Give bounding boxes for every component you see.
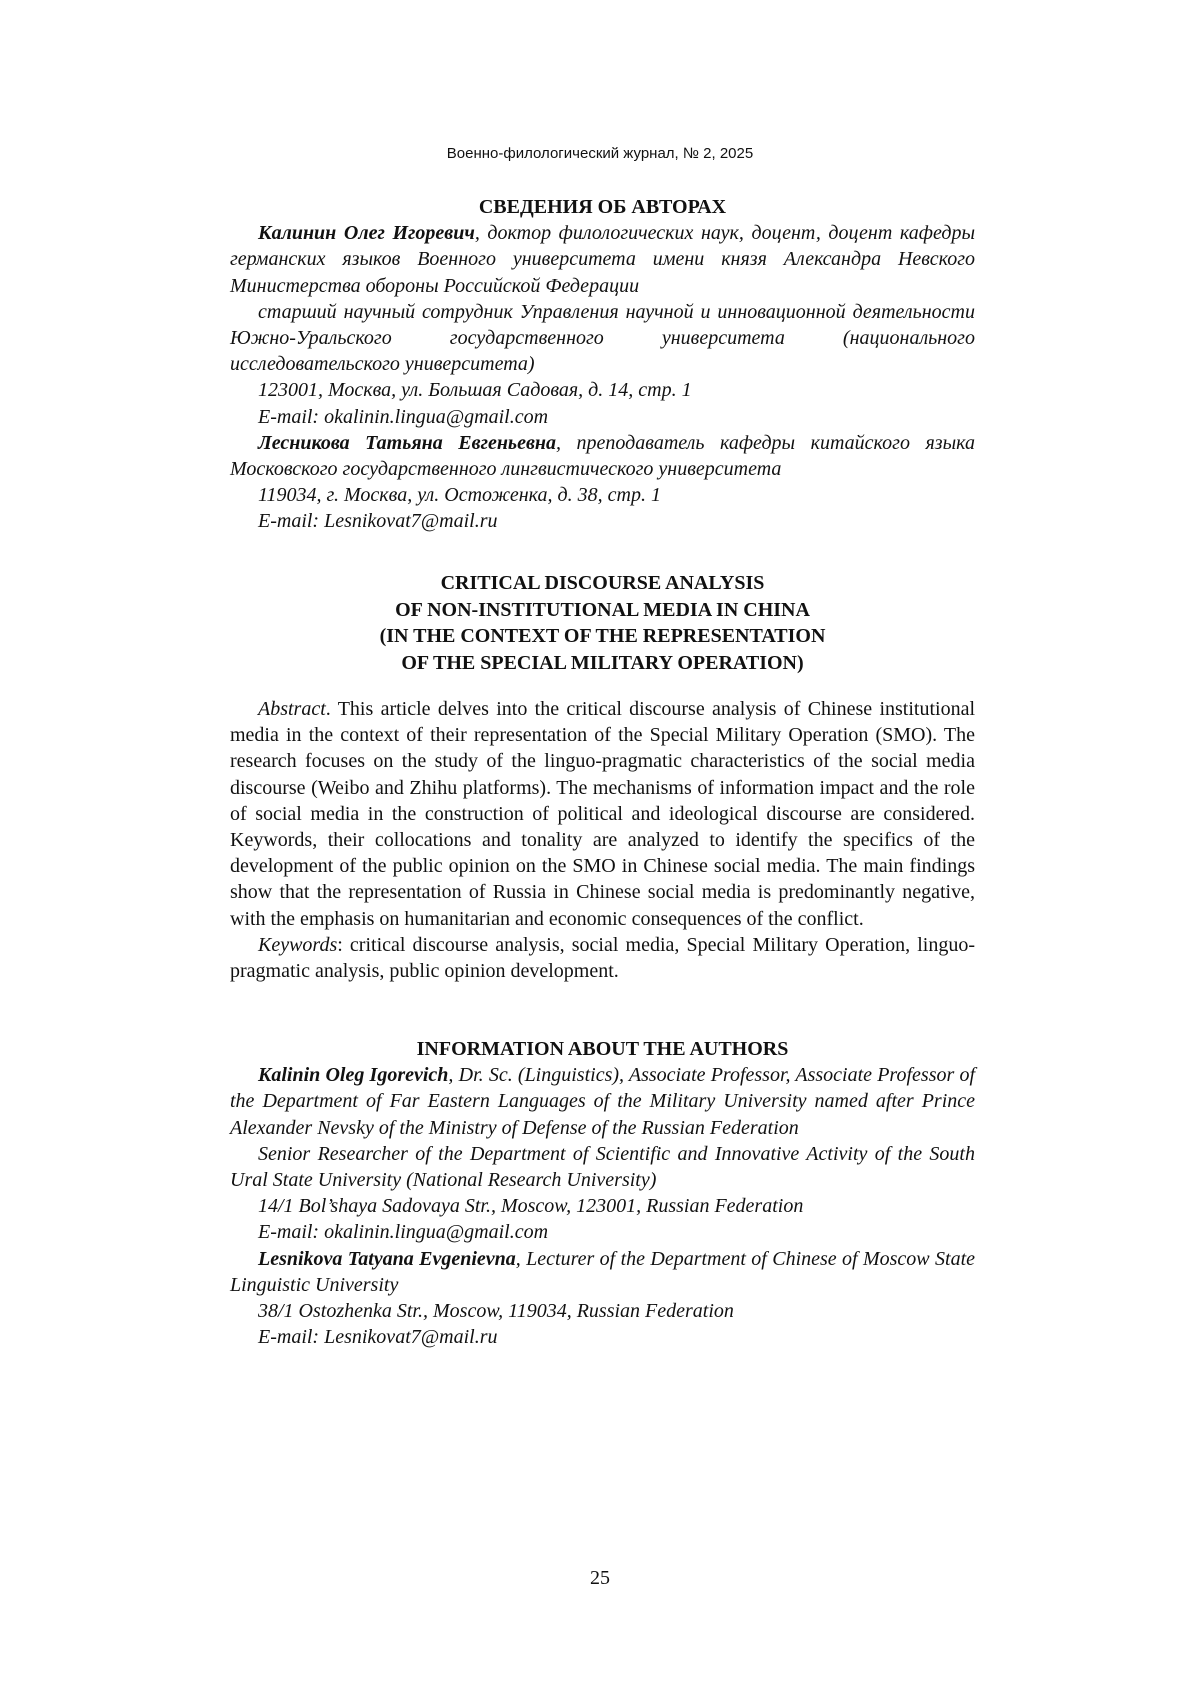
en-author2-name: Lesnikova Tatyana Evgenievna xyxy=(258,1247,516,1270)
abstract-section xyxy=(230,696,975,984)
article-title-line-4: OF THE SPECIAL MILITARY OPERATION) xyxy=(401,651,804,674)
keywords-label: Keywords xyxy=(258,933,338,956)
en-author2-address: 38/1 Ostozhenka Str., Moscow, 119034, Russian Federation xyxy=(258,1300,734,1323)
article-title-line-1: CRITICAL DISCOURSE ANALYSIS xyxy=(440,572,765,594)
ru-author2-name: Лесникова Татьяна Евгеньевна xyxy=(258,431,556,454)
ru-author2-info xyxy=(230,430,975,482)
en-author2-position: , Lecturer of the Department of Chinese of Moscow State Linguistic University xyxy=(230,1247,976,1296)
ru-author2-address: 119034, г. Москва, ул. Остоженка, д. 38, стр. 1 xyxy=(258,484,661,507)
running-header: Военно-филологический журнал, № 2, 2025 xyxy=(446,145,754,162)
ru-author2-email: E-mail: Lesnikovat7@mail.ru xyxy=(258,510,498,533)
article-title xyxy=(230,570,975,676)
article-title-line-2: OF NON-INSTITUTIONAL MEDIA IN CHINA xyxy=(395,598,810,621)
en-authors-section xyxy=(230,1036,975,1350)
abstract-label: Abstract xyxy=(258,698,326,720)
en-author1-email: E-mail: okalinin.lingua@gmail.com xyxy=(258,1221,549,1244)
ru-author1-position: , доктор филологических наук, доцент, доцент кафедры германских языков Военного университета имени князя Александра Невского Министерства обороны Российской Федерации xyxy=(230,222,975,297)
ru-author1-name: Калинин Олег Игоревич xyxy=(258,222,475,245)
page-number: 25 xyxy=(590,1567,610,1589)
en-authors-heading: INFORMATION ABOUT THE AUTHORS xyxy=(416,1038,789,1060)
ru-author1-info xyxy=(230,220,975,299)
ru-author1-address: 123001, Москва, ул. Большая Садовая, д. 14, стр. 1 xyxy=(258,379,692,402)
ru-author2-position: , преподаватель кафедры китайского языка Московского государственного лингвистического университета xyxy=(230,431,976,481)
en-author1-address: 14/1 Bol’shaya Sadovaya Str., Moscow, 123001, Russian Federation xyxy=(258,1195,804,1218)
article-title-line-3: (IN THE CONTEXT OF THE REPRESENTATION xyxy=(379,625,826,647)
ru-author1-position2: старший научный сотрудник Управления научной и инновационной деятельности Южно-Уральского государственного университета (национального исследовательского университета) xyxy=(230,300,975,376)
en-author2-email: E-mail: Lesnikovat7@mail.ru xyxy=(258,1326,498,1349)
en-author1-position2: Senior Researcher of the Department of Scientific and Innovative Activity of the South Ural State University (National Research University) xyxy=(230,1142,975,1192)
abstract-paragraph xyxy=(230,696,975,932)
en-author2-info xyxy=(230,1246,975,1298)
abstract-text: . This article delves into the critical discourse analysis of Chinese institutional media in the context of their representation of the Special Military Operation (SMO). The research focuses on the study of the linguo-pragmatic characteristics of the social media discourse (Weibo and Zhihu platforms). The mechanisms of information impact and the role of social media in the construction of political and ideological discourse are considered. Keywords, their collocations and tonality are analyzed to identify the specifics of the development of the public opinion on the SMO in Chinese social media. The main findings show that the representation of Russia in Chinese social media is predominantly negative, with the emphasis on humanitarian and economic consequences of the conflict. xyxy=(230,698,975,930)
keywords-text: : critical discourse analysis, social media, Special Military Operation, linguo-pragmatic analysis, public opinion development. xyxy=(230,933,975,983)
en-author1-info xyxy=(230,1062,975,1141)
ru-authors-heading: СВЕДЕНИЯ ОБ АВТОРАХ xyxy=(478,196,727,218)
keywords-paragraph xyxy=(230,932,975,984)
ru-author1-email: E-mail: okalinin.lingua@gmail.com xyxy=(258,405,549,428)
en-author1-name: Kalinin Oleg Igorevich xyxy=(258,1064,449,1087)
en-author1-position: , Dr. Sc. (Linguistics), Associate Professor, Associate Professor of the Department of Far Eastern Languages of the Military University named after Prince Alexander Nevsky of the Ministry of Defense of the Russian Federation xyxy=(230,1064,976,1139)
ru-authors-section xyxy=(230,194,975,535)
